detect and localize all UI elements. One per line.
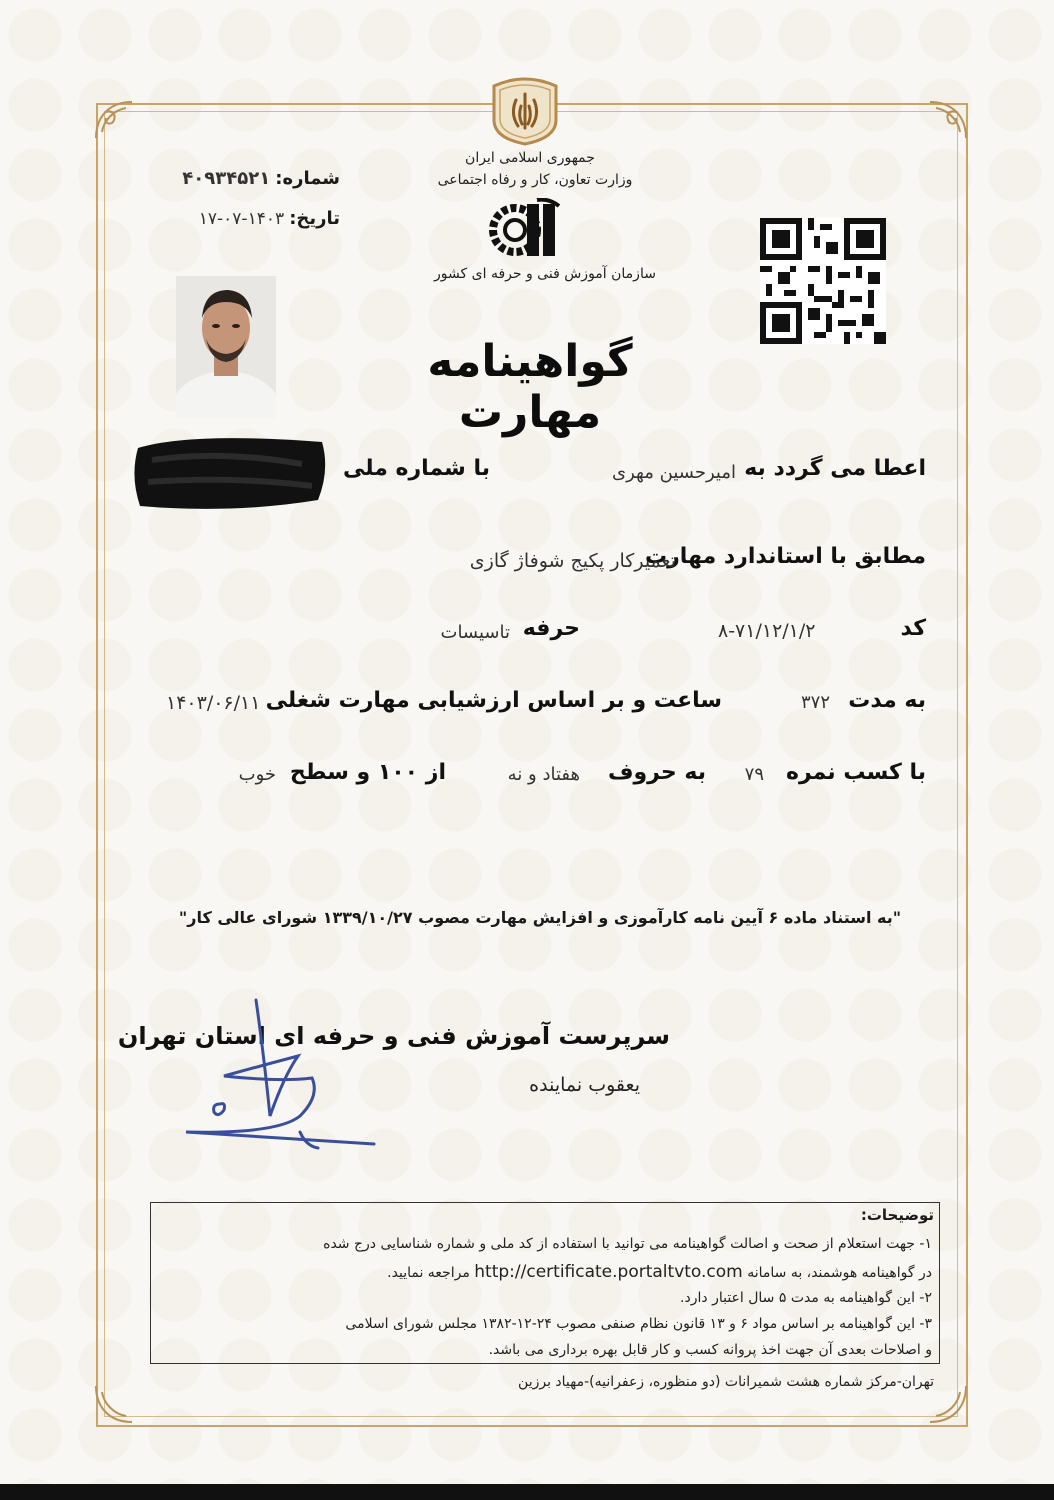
standard-label: مطابق با استاندارد مهارت: [645, 544, 926, 569]
notes-heading: توضیحات:: [860, 1206, 934, 1224]
redaction-mark: [132, 430, 328, 514]
issuing-center-address: تهران-مرکز شماره هشت شمیرانات (دو منظوره، زعفرانیه)-مهیاد برزین: [518, 1374, 934, 1390]
bottom-bar: [0, 1484, 1054, 1500]
note-line-5: و اصلاحات بعدی آن جهت اخذ پروانه کسب و کار قابل بهره برداری می باشد.: [488, 1342, 932, 1358]
standard-value: تعمیرکار پکیج شوفاژ گازی: [469, 550, 676, 572]
iran-emblem-icon: [488, 76, 562, 146]
ministry-name: وزارت تعاون، کار و رفاه اجتماعی: [437, 172, 633, 188]
holder-photo: [176, 276, 276, 418]
corner-ornament-icon: [92, 98, 138, 144]
notes-box: [150, 1202, 940, 1364]
signatory-title: سرپرست آموزش فنی و حرفه ای استان تهران: [117, 1022, 670, 1050]
out-of-label: از ۱۰۰ و سطح: [289, 760, 446, 785]
code-label: کد: [900, 616, 926, 641]
legal-basis: "به استناد ماده ۶ آیین نامه کارآموزی و افزایش مهارت مصوب ۱۳۳۹/۱۰/۲۷ شورای عالی کار": [178, 908, 902, 927]
assessment-date: ۱۴۰۳/۰۶/۱۱: [166, 692, 261, 714]
certificate-number: [150, 168, 340, 189]
signature: [180, 996, 380, 1160]
note-line-1: ۱- جهت استعلام از صحت و اصالت گواهینامه می توانید با استفاده از کد ملی و شماره شناسایی درج شده: [323, 1236, 932, 1252]
granted-label: اعطا می گردد به: [744, 456, 926, 481]
certificate-title: گواهینامه مهارت: [427, 336, 633, 438]
country-name: جمهوری اسلامی ایران: [465, 150, 595, 166]
profession-value: تاسیسات: [440, 622, 510, 643]
number-label: شماره:: [275, 168, 340, 189]
date-value: ۱۴۰۳-۰۷-۱۷: [198, 209, 285, 229]
certificate-date: [140, 208, 340, 229]
signatory-name: یعقوب نماینده: [529, 1074, 640, 1096]
corner-ornament-icon: [92, 1380, 138, 1426]
national-id-label: با شماره ملی: [343, 456, 490, 481]
score-value: ۷۹: [744, 764, 764, 785]
duration-value: ۳۷۲: [800, 692, 830, 713]
profession-label: حرفه: [522, 616, 580, 641]
number-value: ۴۰۹۳۴۵۲۱: [182, 168, 271, 189]
in-words-value: هفتاد و نه: [507, 764, 580, 785]
note-line-2: [387, 1262, 932, 1282]
note-line-2-end: مراجعه نمایید.: [387, 1265, 470, 1281]
in-words-label: به حروف: [607, 760, 706, 785]
duration-suffix: ساعت و بر اساس ارزشیابی مهارت شغلی: [265, 688, 722, 713]
qr-code: [760, 218, 886, 344]
note-line-2-start: در گواهینامه هوشمند، به سامانه: [747, 1265, 932, 1281]
holder-name: امیرحسین مهری: [611, 462, 736, 483]
duration-label: به مدت: [848, 688, 926, 713]
note-line-4: ۳- این گواهینامه بر اساس مواد ۶ و ۱۳ قانون نظام صنفی مصوب ۲۴-۱۲-۱۳۸۲ مجلس شورای اسلامی: [345, 1316, 932, 1332]
corner-ornament-icon: [924, 98, 970, 144]
organization-name: سازمان آموزش فنی و حرفه ای کشور: [434, 266, 656, 282]
date-label: تاریخ:: [289, 208, 340, 229]
score-label: با کسب نمره: [786, 760, 926, 785]
tvto-logo-icon: [487, 198, 569, 262]
verification-url[interactable]: http://certificate.portaltvto.com: [474, 1262, 743, 1282]
level-value: خوب: [238, 764, 276, 785]
code-value: ۸-۷۱/۱۲/۱/۲: [718, 620, 816, 642]
note-line-3: ۲- این گواهینامه به مدت ۵ سال اعتبار دارد.: [680, 1290, 932, 1306]
